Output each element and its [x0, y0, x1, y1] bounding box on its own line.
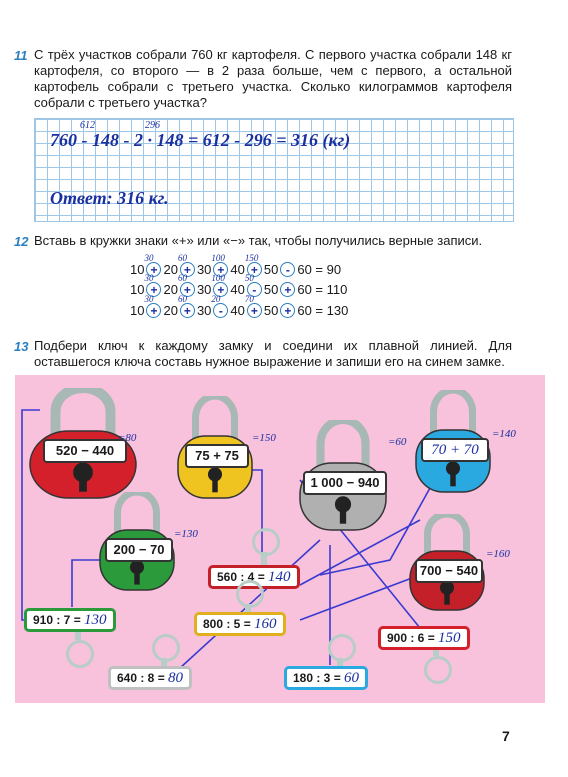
equation-number: 20 [163, 281, 178, 297]
intermediate-note: 30 [144, 253, 154, 264]
lock-value-note: =150 [252, 432, 276, 444]
key-expression: 640 : 8 = [117, 671, 165, 685]
lock-expression: 520 − 440 [43, 439, 127, 463]
key-expression: 180 : 3 = [293, 671, 341, 685]
equation-number: 30 [196, 261, 212, 277]
equation-number: 50 [263, 261, 279, 277]
key-stem-icon [245, 604, 251, 612]
equation-number: 40 [230, 281, 245, 297]
padlock [176, 396, 254, 500]
sign-value: + [183, 303, 191, 318]
equation-number: 10 [130, 281, 145, 297]
sign-value: + [217, 262, 225, 277]
key-card[interactable] [108, 666, 192, 690]
sign-value: + [284, 282, 292, 297]
padlock [414, 390, 492, 494]
lock-expression: 70 + 70 [421, 438, 489, 462]
equation-number: 30 [196, 302, 212, 318]
sign-value: - [252, 282, 257, 297]
lock-expression: 75 + 75 [185, 444, 249, 468]
key-answer: 60 [344, 670, 360, 686]
intermediate-note: 100 [211, 253, 225, 264]
key-card[interactable] [284, 666, 368, 690]
equation-number: 40 [230, 261, 245, 277]
task-11-number: 11 [14, 48, 28, 63]
line-red2-lock-to-800-key [300, 575, 420, 620]
equation-number: 60 [297, 261, 312, 277]
intermediate-note: 30 [144, 273, 154, 284]
sign-value: + [150, 262, 158, 277]
equals-sign: = [311, 281, 327, 297]
padlock [298, 420, 388, 532]
equation-result: 130 [326, 302, 349, 318]
intermediate-note: 60 [177, 273, 187, 284]
equation-result: 90 [326, 261, 342, 277]
lock-value-note: =80 [118, 432, 137, 444]
sign-value: + [250, 262, 258, 277]
equation-number: 40 [230, 302, 245, 318]
key-expression: 560 : 4 = [217, 570, 265, 584]
key-stem-icon [261, 552, 267, 565]
padlock [408, 514, 486, 612]
padlock [98, 492, 176, 592]
equation-number: 20 [163, 302, 178, 318]
task-12-number: 12 [14, 234, 29, 249]
page-number: 7 [502, 728, 510, 744]
lock-value-note: =160 [486, 548, 510, 560]
lock-expression: 700 − 540 [415, 559, 483, 583]
equation-number: 10 [130, 261, 145, 277]
solution-expression: 760 - 148 - 2 · 148 = 612 - 296 = 316 (кг) [50, 130, 351, 150]
equation-number: 60 [297, 302, 312, 318]
key-answer: 140 [268, 569, 291, 585]
key-card[interactable] [24, 608, 116, 632]
equation-number: 30 [196, 281, 212, 297]
intermediate-note: 60 [177, 253, 187, 264]
note-296: 296 [145, 120, 160, 131]
intermediate-note: 30 [144, 294, 154, 305]
task-13-text: Подбери ключ к каждому замку и соедини их плавной линией. Для оставшегося ключа составь нужное выражение и запиши его на синем замке. [34, 338, 512, 369]
sign-value: + [150, 282, 158, 297]
equals-sign: = [311, 302, 327, 318]
key-expression: 800 : 5 = [203, 617, 251, 631]
key-ring-icon [424, 656, 452, 684]
lock-expression: 1 000 − 940 [303, 471, 387, 495]
task-12-text: Вставь в кружки знаки «+» или «−» так, чтобы получились верные записи. [34, 233, 483, 248]
intermediate-note: 20 [211, 294, 221, 305]
key-card[interactable] [194, 612, 286, 636]
sign-value: + [284, 303, 292, 318]
sign-value: - [285, 262, 290, 277]
key-card[interactable] [378, 626, 470, 650]
sign-value: + [183, 262, 191, 277]
key-answer: 130 [84, 612, 107, 628]
padlock [28, 388, 138, 500]
equation-number: 10 [130, 302, 145, 318]
sign-value: + [183, 282, 191, 297]
equation-result: 110 [326, 281, 348, 297]
intermediate-note: 70 [244, 294, 254, 305]
lock-value-note: =140 [492, 428, 516, 440]
answer-text: Ответ: 316 кг. [50, 188, 169, 208]
equation-number: 60 [297, 281, 312, 297]
note-612: 612 [80, 120, 95, 131]
equation-number: 20 [163, 261, 178, 277]
intermediate-note: 100 [211, 273, 225, 284]
key-answer: 150 [438, 630, 461, 646]
key-stem-icon [337, 658, 343, 666]
lock-expression: 200 − 70 [105, 538, 173, 562]
key-answer: 80 [168, 670, 184, 686]
equals-sign: = [311, 261, 327, 277]
sign-value: - [218, 303, 223, 318]
key-expression: 910 : 7 = [33, 613, 81, 627]
key-expression: 900 : 6 = [387, 631, 435, 645]
task-11-text: С трёх участков собрали 760 кг картофеля. С первого участка собрали 148 кг картофеля, со второго — в 2 раза больше, чем с первого, а остальной картофель собрали с третьего участка. Сколько килограммов картофеля собрали с третьего участка? [34, 47, 512, 110]
equation-number: 50 [263, 281, 279, 297]
task-13-number: 13 [14, 339, 29, 354]
key-stem-icon [161, 658, 167, 666]
equation-number: 50 [263, 302, 279, 318]
intermediate-note: 60 [177, 294, 187, 305]
key-ring-icon [66, 640, 94, 668]
sign-value: + [150, 303, 158, 318]
sign-value: + [250, 303, 258, 318]
intermediate-note: 50 [244, 273, 254, 284]
lock-value-note: =60 [388, 436, 407, 448]
sign-value: + [217, 282, 225, 297]
intermediate-note: 150 [244, 253, 259, 264]
key-answer: 160 [254, 616, 277, 632]
lock-value-note: =130 [174, 528, 198, 540]
